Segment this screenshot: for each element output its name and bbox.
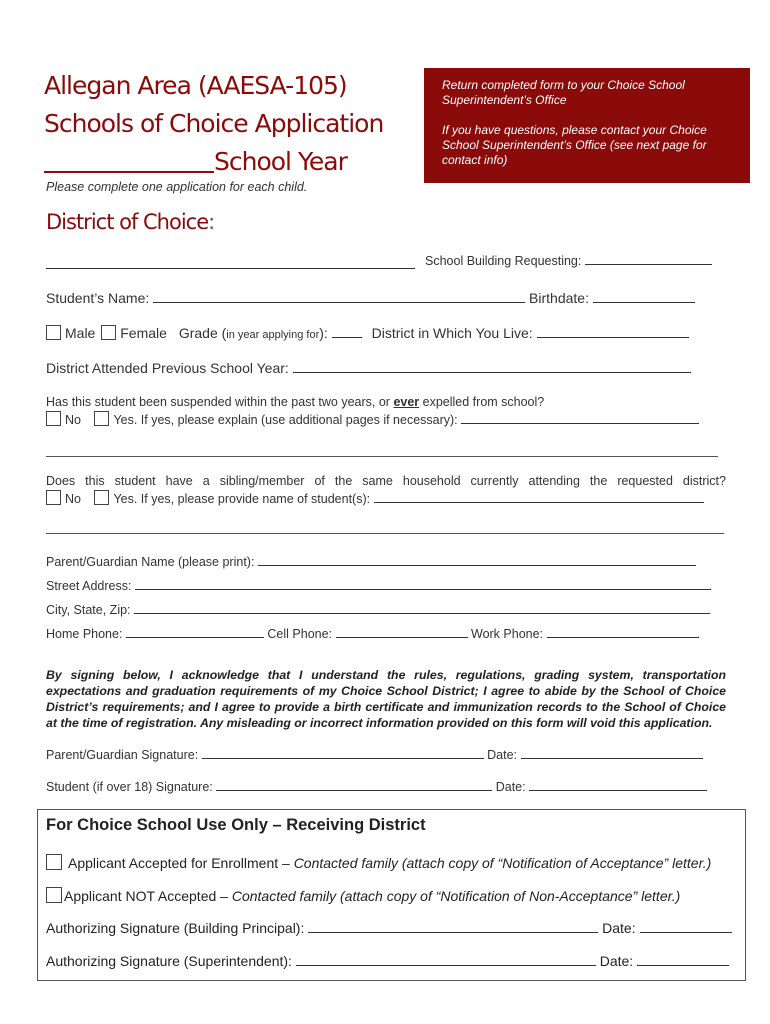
not-accepted-row: Applicant NOT Accepted – Contacted family (attach copy of “Notification of Non-Acceptance” letter.) [46,887,680,904]
principal-date-field[interactable] [640,920,732,933]
student-signature-date-field[interactable] [529,778,707,791]
suspension-explain-field[interactable] [461,411,699,424]
superintendent-signature-row: Authorizing Signature (Superintendent): Date: [46,953,729,969]
accepted-checkbox[interactable] [46,854,62,870]
parent-signature-row: Parent/Guardian Signature: Date: [46,746,703,762]
phone-row: Home Phone: Cell Phone: Work Phone: [46,625,699,641]
student-name-row: Student’s Name: Birthdate: [46,290,695,306]
city-field[interactable] [134,601,710,614]
male-checkbox[interactable] [46,325,61,340]
title-line-1: Allegan Area (AAESA-105) [44,71,347,100]
city-row: City, State, Zip: [46,601,710,617]
school-year-field[interactable] [44,147,214,173]
birthdate-field[interactable] [593,290,695,303]
student-signature-field[interactable] [216,778,492,791]
student-name-field[interactable] [153,290,525,303]
instruction-text: Please complete one application for each child. [46,180,308,194]
suspension-no-checkbox[interactable] [46,411,61,426]
principal-signature-row: Authorizing Signature (Building Principal): Date: [46,920,732,936]
suspension-answer-row: No Yes. If yes, please explain (use additional pages if necessary): [46,411,699,427]
sibling-yes-checkbox[interactable] [94,490,109,505]
suspension-extra-line[interactable] [46,456,718,457]
work-phone-field[interactable] [547,625,699,638]
superintendent-signature-field[interactable] [296,953,596,966]
parent-name-row: Parent/Guardian Name (please print): [46,553,696,569]
building-request-field[interactable] [585,252,712,265]
parent-name-field[interactable] [258,553,696,566]
street-row: Street Address: [46,577,711,593]
student-signature-row: Student (if over 18) Signature: Date: [46,778,707,794]
gender-grade-row: Male Female Grade (in year applying for): District in Which You Live: [46,325,689,341]
agreement-text: By signing below, I acknowledge that I understand the rules, regulations, grading system, transportation expectations and graduation requirements of my Choice School District; I agree to abide by the School of Choice District’s requirements; and I agree to provide a birth certificate and immunization records to the School of Choice at the time of registration. Any misleading or incorrect information provided on this form will void this application. [46,668,726,730]
district-of-choice-heading: District of Choice: [46,210,215,234]
superintendent-date-field[interactable] [637,953,729,966]
principal-signature-field[interactable] [308,920,598,933]
street-field[interactable] [135,577,711,590]
not-accepted-checkbox[interactable] [46,887,62,903]
title-line-2: Schools of Choice Application [44,109,384,138]
cell-phone-field[interactable] [336,625,468,638]
district-live-field[interactable] [537,325,689,338]
title-line-3: School Year [44,143,383,181]
suspension-yes-checkbox[interactable] [94,411,109,426]
sibling-question: Does this student have a sibling/member of the same household currently attending the requested district? [46,474,726,488]
accepted-row: Applicant Accepted for Enrollment – Contacted family (attach copy of “Notification of Acceptance” letter.) [46,854,711,871]
parent-signature-field[interactable] [202,746,484,759]
return-notice-box [424,68,750,183]
female-checkbox[interactable] [101,325,116,340]
previous-district-field[interactable] [293,360,691,373]
sibling-names-field[interactable] [374,490,704,503]
previous-district-row: District Attended Previous School Year: [46,360,691,376]
sibling-extra-line[interactable] [46,533,724,534]
sibling-answer-row: No Yes. If yes, please provide name of student(s): [46,490,704,506]
notice-questions: If you have questions, please contact your Choice School Superintendent’s Office (see next page for contact info) [442,123,707,167]
building-request-row: School Building Requesting: [425,252,712,268]
district-of-choice-field[interactable] [46,268,415,269]
parent-signature-date-field[interactable] [521,746,703,759]
grade-field[interactable] [332,325,362,338]
suspension-question: Has this student been suspended within the past two years, or ever expelled from school? [46,395,545,409]
form-title [44,67,383,181]
office-use-heading: For Choice School Use Only – Receiving District [46,816,426,834]
home-phone-field[interactable] [126,625,264,638]
sibling-no-checkbox[interactable] [46,490,61,505]
notice-return: Return completed form to your Choice School Superintendent’s Office [442,78,685,107]
